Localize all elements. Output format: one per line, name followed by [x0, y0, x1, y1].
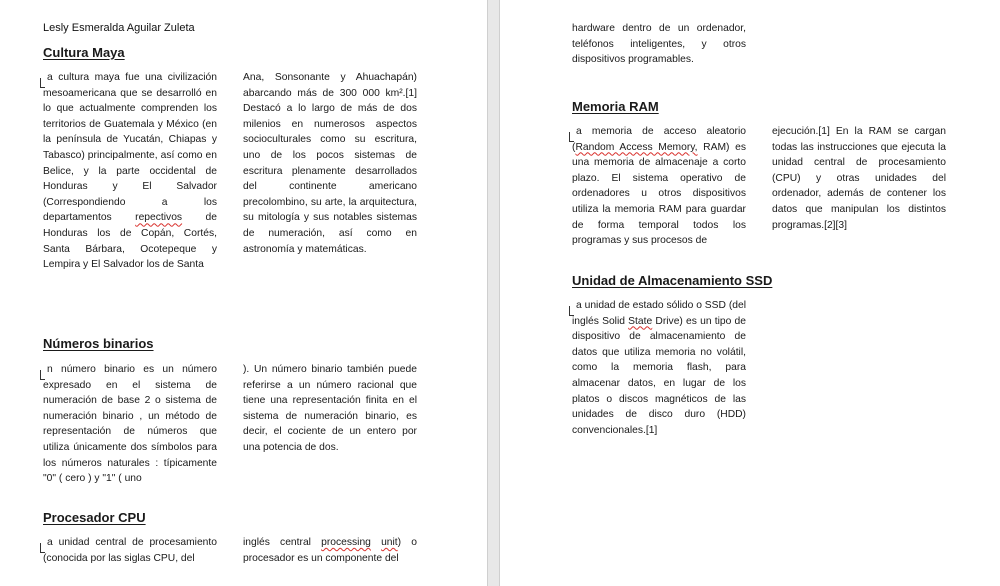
section-numeros-binarios: [43, 362, 417, 487]
ssd-column-1[interactable]: a unidad de estado sólido o SSD (del inglés Solid State Drive) es un tipo de dispositivo de almacenamiento de datos que utiliza memoria no volátil, como la memoria flash, para almacenar datos, en lugar de los platos o discos magnéticos de las unidades de disco duro (HDD) convencionales.[1]: [572, 298, 746, 438]
dropcap-marker: [569, 306, 574, 316]
dropcap-marker: [40, 370, 45, 380]
maya-column-1[interactable]: a cultura maya fue una civilización mesoamericana que se desarrolló en lo que actualmente comprenden los territorios de Guatemala y México (en la península de Yucatán, Chiapas y Tabasco) principalmente, así como en Belice, y la parte occidental de Honduras y El Salvador (Correspondiendo a los departamentos repectivos de Honduras los de Copán, Cortés, Santa Bárbara, Ocotepeque y Lempira y El Salvador los de Santa: [43, 70, 217, 273]
binarios-column-2[interactable]: ). Un número binario también puede referirse a un número racional que tiene una representación finita en el sistema de numeración binario, es decir, el cociente de un entero por una potencia de dos.: [243, 364, 417, 453]
binarios-column-1[interactable]: n número binario es un número expresado en el sistema de numeración de base 2 o sistema de numeración binario , un método de representación de números que utiliza únicamente dos símbolos para los números naturales : típicamente "0" ( cero ) y "1" ( uno: [43, 362, 217, 487]
heading-cultura-maya: Cultura Maya: [43, 45, 125, 60]
ram-column-2[interactable]: ejecución.[1] En la RAM se cargan todas las instrucciones que ejecuta la unidad central de procesamiento (CPU) y otras unidades del ordenador, además de contener los datos que manipulan los distintos programas.[2][3]: [772, 126, 946, 231]
cpu-column-1[interactable]: a unidad central de procesamiento (conocida por las siglas CPU, del: [43, 535, 217, 566]
ram-column-1[interactable]: a memoria de acceso aleatorio (Random Access Memory, RAM) es una memoria de almacenaje a corto plazo. El sistema operativo de ordenadores u otros dispositivos utiliza la memoria RAM para guardar de forma temporal todos los programas y sus procesos de: [572, 124, 746, 249]
maya-column-2[interactable]: Ana, Sonsonante y Ahuachapán) abarcando más de 300 000 km².[1] Destacó a lo largo de más de dos milenios en numerosos aspectos socioculturales como su escritura, uno de los pocos sistemas de escritura plenamente desarrollados del continente americano precolombino, su arte, la arquitectura, su mitología y sus notables sistemas de numeración, así como en astronomía y matemáticas.: [243, 72, 417, 255]
cpu-continuation: [572, 21, 946, 68]
section-memoria-ram: [572, 124, 946, 249]
section-procesador-cpu: [43, 535, 417, 566]
heading-memoria-ram: Memoria RAM: [572, 99, 659, 114]
spelling-error: unit: [381, 537, 398, 548]
dropcap-marker: [569, 132, 574, 142]
section-unidad-ssd: [572, 298, 946, 438]
document-page-right[interactable]: [500, 0, 1000, 586]
heading-numeros-binarios: Números binarios: [43, 336, 154, 351]
spelling-error: processing: [321, 537, 371, 548]
dropcap-marker: [40, 78, 45, 88]
author-name: Lesly Esmeralda Aguilar Zuleta: [43, 22, 195, 34]
spelling-error: repectivos: [135, 212, 183, 224]
cpu-column-continued[interactable]: hardware dentro de un ordenador, teléfonos inteligentes, y otros dispositivos programables.: [572, 23, 746, 66]
cpu-column-2[interactable]: inglés central processing unit) o procesador es un componente del: [243, 537, 417, 564]
heading-procesador-cpu: Procesador CPU: [43, 510, 146, 525]
spelling-error: Random Access Memory,: [575, 141, 698, 153]
dropcap-marker: [40, 543, 45, 553]
page-gap: [487, 0, 500, 586]
document-page-left[interactable]: [0, 0, 487, 586]
spelling-error: State: [628, 315, 653, 327]
heading-unidad-ssd: Unidad de Almacenamiento SSD: [572, 273, 773, 288]
section-cultura-maya: [43, 70, 417, 273]
